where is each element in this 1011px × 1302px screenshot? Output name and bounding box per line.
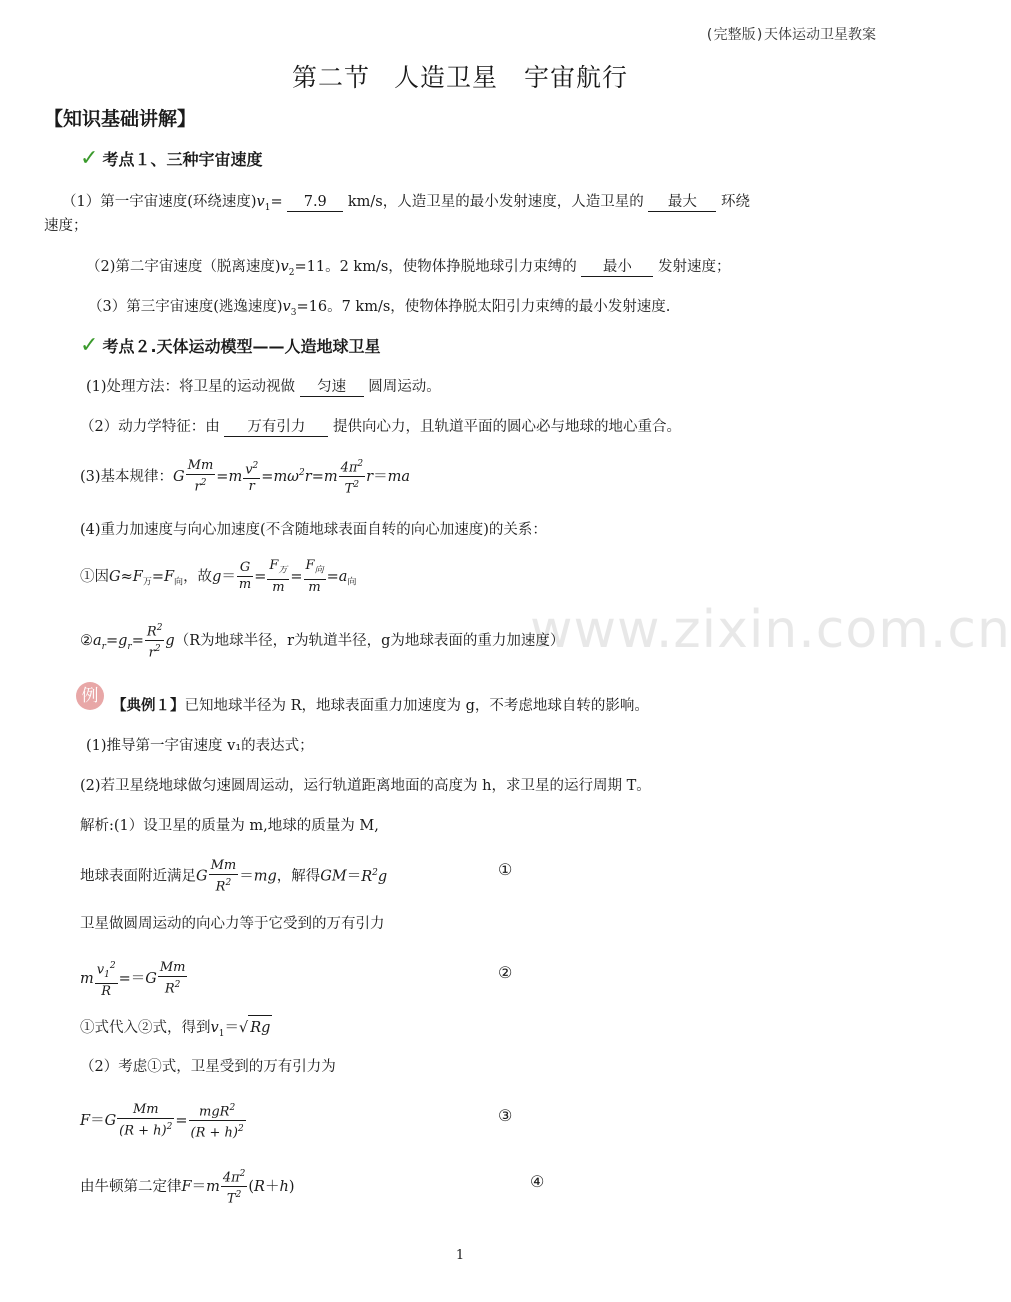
blank-max: 最大: [648, 193, 716, 212]
blank-first-velocity: 7.9: [287, 193, 343, 212]
example-heading: 【典例１】已知地球半径为 R，地球表面重力加速度为 g，不考虑地球自转的影响。: [112, 698, 649, 714]
blank-min: 最小: [581, 258, 653, 277]
point2-line1: (1)处理方法：将卫星的运动视做 匀速 圆周运动。: [86, 379, 441, 395]
watermark: www.zixin.com.cn: [530, 600, 1011, 660]
page-title: 第二节 人造卫星 宇宙航行: [291, 63, 629, 92]
running-header: (完整版)天体运动卫星教案: [705, 27, 876, 43]
blank-gravitation: 万有引力: [224, 418, 328, 437]
equation-marker-2: ②: [498, 963, 513, 982]
example-badge-icon: 例: [76, 682, 104, 710]
point2-line6-formula: $②a_r=g_r=$ $\frac{R^2}{r^2}$ g（R为地球半径，r为轨道半径，g为地球表面的重力加速度）: [80, 620, 564, 662]
solution-eq-3: F＝G $\frac{Mm}{(R + h)^2}$ = $\frac{mgR^2}{(R + h)^2}$: [80, 1100, 247, 1142]
point1-line1-cont: 速度；: [44, 218, 88, 234]
blank-uniform: 匀速: [300, 378, 364, 397]
equation-marker-3: ③: [498, 1106, 513, 1125]
point2-line4: (4)重力加速度与向心加速度(不含随地球表面自转的向心加速度)的关系：: [80, 522, 547, 538]
point2-line2: （2）动力学特征：由 万有引力 提供向心力，且轨道平面的圆心必与地球的地心重合。: [80, 419, 681, 435]
point2-line5-formula: ①因$G\approx F_万=F_向$，故g＝ $\frac{G}{m}$ = $\frac{F_万}{m}$ = $\frac{F_向}{m}$ $=a_向$: [80, 558, 357, 595]
page-number: 1: [455, 1248, 465, 1263]
example-question-2: (2)若卫星绕地球做匀速圆周运动，运行轨道距离地面的高度为 h，求卫星的运行周期 T。: [80, 778, 651, 794]
solution-line-2: 地球表面附近满足G $\frac{Mm}{R^2}$ ＝mg，解得$GM=R^2g$: [80, 858, 388, 895]
point2-heading: ✓ 考点２.天体运动模型——人造地球卫星: [80, 333, 381, 358]
check-icon: ✓: [80, 146, 99, 171]
equation-marker-1: ①: [498, 860, 513, 879]
point1-line1: （1）第一宇宙速度(环绕速度)$v_1= 7.9$ km/s，人造卫星的最小发射速度，人造卫星的 最大 环绕: [62, 194, 750, 213]
solution-line-1: 解析:(1）设卫星的质量为 m,地球的质量为 M,: [80, 818, 379, 834]
solution-line-5: （2）考虑①式，卫星受到的万有引力为: [80, 1059, 336, 1075]
section-heading: 【知识基础讲解】: [44, 108, 197, 130]
point2-line3-formula: (3)基本规律：G $\frac{Mm}{r^2}$ =m $\frac{v^2}{r}$ $=m\omega^2r=m$ $\frac{4\pi^2}{T^2}$ r＝ma: [80, 456, 410, 498]
point1-heading: ✓ 考点１、三种宇宙速度: [80, 146, 263, 171]
solution-line-4: ①式代入②式，得到$v_1=√$ Rg: [80, 1015, 272, 1046]
equation-marker-4: ④: [530, 1172, 545, 1191]
solution-eq-2: m $\frac{v_1^2}{R}$ =＝G $\frac{Mm}{R^2}$: [80, 958, 188, 1000]
point1-line2: （2)第二宇宙速度（脱离速度)$v_2=11$。2 km/s，使物体挣脱地球引力束缚的 最小 发射速度；: [86, 259, 731, 278]
solution-line-3: 卫星做圆周运动的向心力等于它受到的万有引力: [80, 916, 385, 932]
point1-line3: （3）第三宇宙速度(逃逸速度)$v_3=16$。7 km/s，使物体挣脱太阳引力束缚的最小发射速度.: [88, 299, 671, 318]
check-icon: ✓: [80, 333, 99, 358]
example-question-1: (1)推导第一宇宙速度 v₁的表达式；: [86, 738, 314, 754]
solution-line-6: 由牛顿第二定律F＝m $\frac{4\pi^2}{T^2}$ (R＋h): [80, 1166, 294, 1208]
